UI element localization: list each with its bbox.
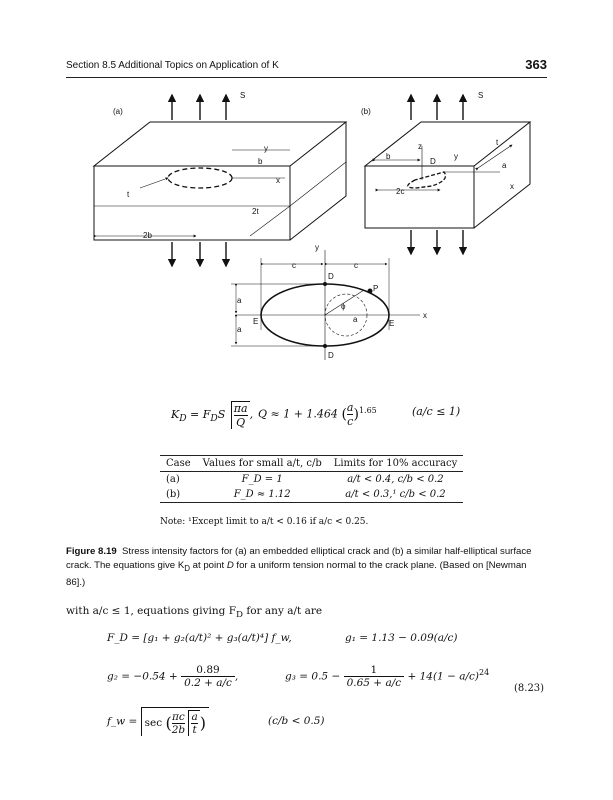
panel-b <box>365 95 530 254</box>
q-limit: (a/c ≤ 1) <box>412 405 461 418</box>
ellipse-e-left: E <box>253 317 259 326</box>
ellipse-x: x <box>423 311 427 320</box>
table-row: (b) F_D ≈ 1.12 a/t < 0.3,¹ c/b < 0.2 <box>160 487 463 503</box>
body-intro: with a/c ≤ 1, equations giving $F_D$ for any a/t are <box>66 605 323 621</box>
panel-b-t: t <box>496 138 499 147</box>
panel-a-label: (a) <box>113 107 123 116</box>
table-note: Note: ¹Except limit to a/t < 0.16 if a/c < 0.25. <box>160 517 369 527</box>
panel-b-z: z <box>418 142 422 151</box>
panel-b-b: b <box>386 152 391 161</box>
ellipse-phi: ϕ <box>341 302 346 311</box>
panel-b-2c: 2c <box>396 187 405 196</box>
figure-caption: Figure 8.19 Stress intensity factors for (a) an embedded elliptical crack and (b) a similar half-elliptical surface crack. The equations give $K_D$ at point D for a uniform tension normal to the crack plane. (Based on [Newman 86].) <box>66 546 532 588</box>
panel-a-2t: 2t <box>252 207 259 216</box>
ellipse-p: P <box>373 284 379 293</box>
results-table <box>160 455 463 503</box>
panel-b-a: a <box>502 161 507 170</box>
panel-a-t: t <box>127 190 130 199</box>
page-number: 363 <box>525 57 547 72</box>
ellipse-detail <box>231 250 420 360</box>
panel-a-x: x <box>276 176 280 185</box>
ellipse-a-down: a <box>237 325 242 334</box>
caption-label: Figure 8.19 <box>66 546 117 557</box>
equation-number: (8.23) <box>514 683 545 694</box>
ellipse-c-right: c <box>354 261 358 270</box>
kd-equation: $K_D = F_DS$ $\frac{\pi a}{Q}$ , <box>171 402 254 429</box>
ellipse-a-mid: a <box>353 315 358 324</box>
panel-b-x: x <box>510 182 514 191</box>
panel-a-b: b <box>258 157 263 166</box>
fd-equation: F_D = [g₁ + g₂(a/t)² + g₃(a/t)⁴] f_w, <box>107 632 292 644</box>
q-equation: Q ≈ 1 + 1.464 ( $\frac{a}{c}$ )$^{1.65}$ <box>258 401 377 428</box>
panel-b-label: (b) <box>361 107 371 116</box>
ellipse-d-top: D <box>328 272 334 281</box>
panel-a-2b: 2b <box>143 231 152 240</box>
ellipse-a-up: a <box>237 296 242 305</box>
g3-equation: g₃ = 0.5 − $\frac{1}{0.65 + a/c}$ + $14(1 - a/c)^{24}$ <box>285 664 490 689</box>
table-header: Limits for 10% accuracy <box>333 458 458 469</box>
figure-8-19 <box>0 0 613 370</box>
section-title: Section 8.5 Additional Topics on Application of K <box>66 60 279 71</box>
ellipse-e-right: E <box>389 319 395 328</box>
ellipse-c-left: c <box>292 261 296 270</box>
panel-a-y: y <box>264 144 268 153</box>
ellipse-d-bottom: D <box>328 351 334 360</box>
fw-equation: f_w = sec ( $\frac{\pi c}{2b}$ $\frac{a}{t}$ ) <box>107 707 209 736</box>
panel-a <box>94 95 346 266</box>
g1-equation: g₁ = 1.13 − 0.09(a/c) <box>345 632 458 644</box>
table-header: Case <box>166 458 191 469</box>
ellipse-y: y <box>315 243 319 252</box>
panel-b-stress: S <box>478 91 484 100</box>
panel-b-d: D <box>430 157 436 166</box>
table-row: (a) F_D = 1 a/t < 0.4, c/b < 0.2 <box>166 474 444 485</box>
table-header: Values for small a/t, c/b <box>202 458 322 469</box>
fw-limit: (c/b < 0.5) <box>268 715 325 727</box>
panel-a-stress: S <box>240 91 246 100</box>
panel-b-y: y <box>454 152 458 161</box>
g2-equation: g₂ = −0.54 + $\frac{0.89}{0.2 + a/c}$ , <box>107 664 239 689</box>
